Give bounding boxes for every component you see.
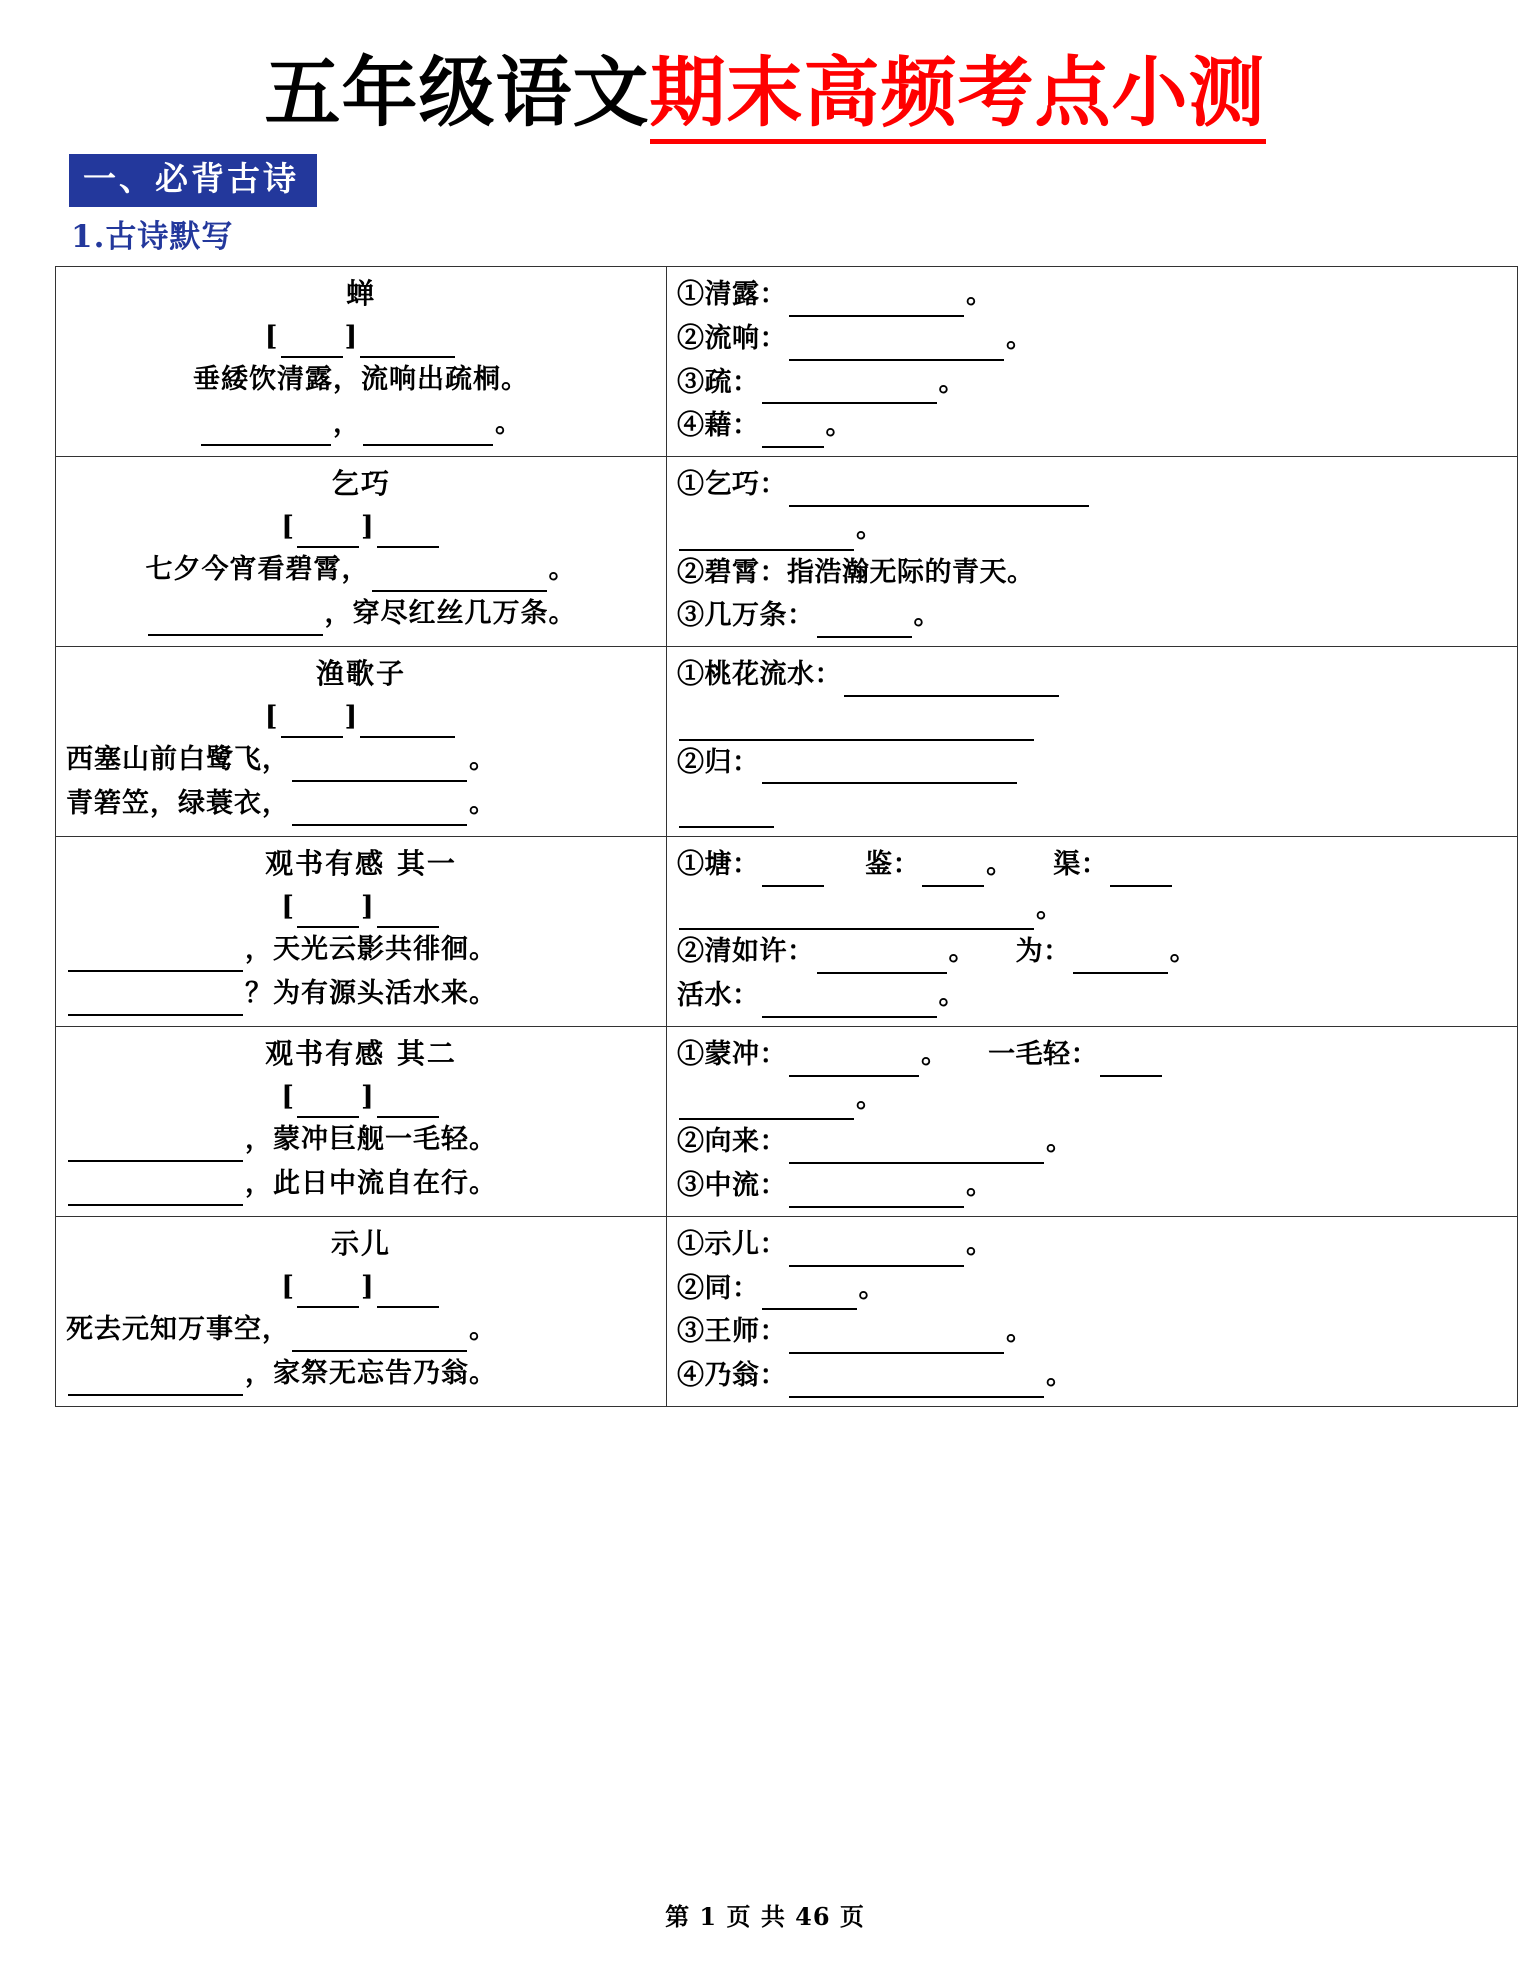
poem-cell bbox=[56, 1026, 667, 1216]
fill-in-blank[interactable] bbox=[762, 418, 824, 448]
fill-in-blank[interactable] bbox=[377, 1278, 439, 1308]
note-line: ③疏： 。 bbox=[677, 361, 1507, 405]
fill-in-blank[interactable] bbox=[789, 1134, 1044, 1164]
notes-cell bbox=[667, 1216, 1518, 1406]
fill-in-blank[interactable] bbox=[1073, 944, 1168, 974]
note-line: ②碧霄：指浩瀚无际的青天。 bbox=[677, 556, 1035, 588]
poem-line: ，此日中流自在行。 bbox=[66, 1162, 656, 1206]
table-row bbox=[56, 1026, 1518, 1216]
note-line: 。 bbox=[677, 1077, 1507, 1121]
fill-in-blank[interactable] bbox=[762, 988, 937, 1018]
fill-in-blank[interactable] bbox=[201, 416, 331, 446]
fill-in-blank[interactable] bbox=[762, 1280, 857, 1310]
table-row bbox=[56, 457, 1518, 647]
section-banner: 一、必背古诗 bbox=[69, 154, 317, 207]
notes-cell bbox=[667, 1026, 1518, 1216]
notes-cell bbox=[667, 647, 1518, 837]
fill-in-blank[interactable] bbox=[789, 330, 1004, 360]
fill-in-blank[interactable] bbox=[68, 985, 243, 1015]
note-line: ②流响： 。 bbox=[677, 317, 1507, 361]
fill-in-blank[interactable] bbox=[789, 1324, 1004, 1354]
page-title-black: 五年级语文 bbox=[264, 48, 650, 137]
table-row bbox=[56, 267, 1518, 457]
fill-in-blank[interactable] bbox=[679, 900, 1034, 930]
poem-author-blank[interactable]: [ ] bbox=[66, 1075, 656, 1118]
fill-in-blank[interactable] bbox=[679, 520, 854, 550]
fill-in-blank[interactable] bbox=[363, 416, 493, 446]
note-line bbox=[677, 697, 1507, 741]
note-line: ①乞巧： bbox=[677, 463, 1507, 507]
fill-in-blank[interactable] bbox=[1100, 1046, 1162, 1076]
poem-author-blank[interactable]: [ ] bbox=[66, 315, 656, 358]
fill-in-blank[interactable] bbox=[679, 798, 774, 828]
fill-in-blank[interactable] bbox=[844, 666, 1059, 696]
note-line: ④藉： 。 bbox=[677, 404, 1507, 448]
poem-cell bbox=[56, 1216, 667, 1406]
note-line: ②同： 。 bbox=[677, 1267, 1507, 1311]
fill-in-blank[interactable] bbox=[817, 944, 947, 974]
note-line: ①塘： 鉴： 。 渠： bbox=[677, 843, 1507, 887]
poem-title: 蝉 bbox=[345, 277, 376, 311]
fill-in-blank[interactable] bbox=[360, 708, 455, 738]
section-banner-row bbox=[55, 154, 1475, 207]
poem-line: 垂緌饮清露，流响出疏桐。 bbox=[193, 364, 529, 396]
note-line: ①示儿： 。 bbox=[677, 1223, 1507, 1267]
fill-in-blank[interactable] bbox=[292, 795, 467, 825]
table-row bbox=[56, 1216, 1518, 1406]
fill-in-blank[interactable] bbox=[789, 477, 1089, 507]
note-line: ②清如许： 。 为： 。 bbox=[677, 930, 1507, 974]
fill-in-blank[interactable] bbox=[922, 856, 984, 886]
fill-in-blank[interactable] bbox=[762, 374, 937, 404]
fill-in-blank[interactable] bbox=[292, 752, 467, 782]
fill-in-blank[interactable] bbox=[297, 1088, 359, 1118]
fill-in-blank[interactable] bbox=[762, 754, 1017, 784]
fill-in-blank[interactable] bbox=[377, 898, 439, 928]
poem-author-blank[interactable]: [ ] bbox=[66, 885, 656, 928]
fill-in-blank[interactable] bbox=[679, 710, 1034, 740]
notes-cell bbox=[667, 837, 1518, 1027]
fill-in-blank[interactable] bbox=[789, 1367, 1044, 1397]
poem-line: 青箬笠，绿蓑衣， 。 bbox=[66, 782, 656, 826]
note-line: 活水： 。 bbox=[677, 974, 1507, 1018]
note-line: ②向来： 。 bbox=[677, 1120, 1507, 1164]
fill-in-blank[interactable] bbox=[148, 605, 323, 635]
poem-title: 观书有感 其二 bbox=[265, 1036, 457, 1070]
table-row bbox=[56, 647, 1518, 837]
fill-in-blank[interactable] bbox=[789, 1178, 964, 1208]
poem-line: 七夕今宵看碧霄， 。 bbox=[66, 548, 656, 592]
note-line: ③几万条： 。 bbox=[677, 594, 1507, 638]
notes-cell bbox=[667, 267, 1518, 457]
note-line: ③王师： 。 bbox=[677, 1310, 1507, 1354]
note-line bbox=[677, 784, 1507, 828]
poem-line: ，穿尽红丝几万条。 bbox=[66, 592, 656, 636]
note-line: 。 bbox=[677, 507, 1507, 551]
fill-in-blank[interactable] bbox=[377, 1088, 439, 1118]
page-footer: 第 1 页 共 46 页 bbox=[665, 1902, 865, 1931]
subheading: 1.古诗默写 bbox=[71, 219, 234, 256]
note-line: ①清露： 。 bbox=[677, 273, 1507, 317]
poem-line: 西塞山前白鹭飞， 。 bbox=[66, 738, 656, 782]
fill-in-blank[interactable] bbox=[789, 287, 964, 317]
poem-cell bbox=[56, 457, 667, 647]
poem-line: ？为有源头活水来。 bbox=[66, 972, 656, 1016]
poem-line: 死去元知万事空， 。 bbox=[66, 1308, 656, 1352]
fill-in-blank[interactable] bbox=[68, 1365, 243, 1395]
fill-in-blank[interactable] bbox=[68, 1175, 243, 1205]
note-line: ①桃花流水： bbox=[677, 653, 1507, 697]
poem-line: ， 。 bbox=[66, 402, 656, 446]
poem-title: 示儿 bbox=[330, 1226, 391, 1260]
note-line: ①蒙冲： 。 一毛轻： bbox=[677, 1033, 1507, 1077]
poem-title: 乞巧 bbox=[330, 467, 391, 501]
note-line: ②归： bbox=[677, 741, 1507, 785]
fill-in-blank[interactable] bbox=[762, 856, 824, 886]
fill-in-blank[interactable] bbox=[68, 1132, 243, 1162]
poem-line: ，蒙冲巨舰一毛轻。 bbox=[66, 1118, 656, 1162]
poem-cell bbox=[56, 267, 667, 457]
poem-cell bbox=[56, 837, 667, 1027]
fill-in-blank[interactable] bbox=[679, 1090, 854, 1120]
fill-in-blank[interactable] bbox=[789, 1046, 919, 1076]
fill-in-blank[interactable] bbox=[360, 328, 455, 358]
poem-author-blank[interactable]: [ ] bbox=[66, 695, 656, 738]
fill-in-blank[interactable] bbox=[292, 1321, 467, 1351]
fill-in-blank[interactable] bbox=[281, 328, 343, 358]
fill-in-blank[interactable] bbox=[789, 1236, 964, 1266]
fill-in-blank[interactable] bbox=[297, 1278, 359, 1308]
poem-author-blank[interactable]: [ ] bbox=[66, 505, 656, 548]
fill-in-blank[interactable] bbox=[372, 562, 547, 592]
fill-in-blank[interactable] bbox=[281, 708, 343, 738]
fill-in-blank[interactable] bbox=[68, 942, 243, 972]
note-line: ③中流： 。 bbox=[677, 1164, 1507, 1208]
poem-title: 渔歌子 bbox=[315, 657, 406, 691]
fill-in-blank[interactable] bbox=[297, 518, 359, 548]
fill-in-blank[interactable] bbox=[817, 608, 912, 638]
fill-in-blank[interactable] bbox=[1110, 856, 1172, 886]
table-row bbox=[56, 837, 1518, 1027]
poem-author-blank[interactable]: [ ] bbox=[66, 1265, 656, 1308]
note-line: ④乃翁： 。 bbox=[677, 1354, 1507, 1398]
fill-in-blank[interactable] bbox=[297, 898, 359, 928]
poem-line: ，天光云影共徘徊。 bbox=[66, 928, 656, 972]
page-title bbox=[55, 0, 1475, 137]
poem-table bbox=[55, 266, 1518, 1407]
note-line: 。 bbox=[677, 887, 1507, 931]
poem-cell bbox=[56, 647, 667, 837]
poem-line: ，家祭无忘告乃翁。 bbox=[66, 1352, 656, 1396]
fill-in-blank[interactable] bbox=[377, 518, 439, 548]
poem-title: 观书有感 其一 bbox=[265, 847, 457, 881]
notes-cell bbox=[667, 457, 1518, 647]
page-title-red: 期末高频考点小测 bbox=[650, 48, 1266, 144]
